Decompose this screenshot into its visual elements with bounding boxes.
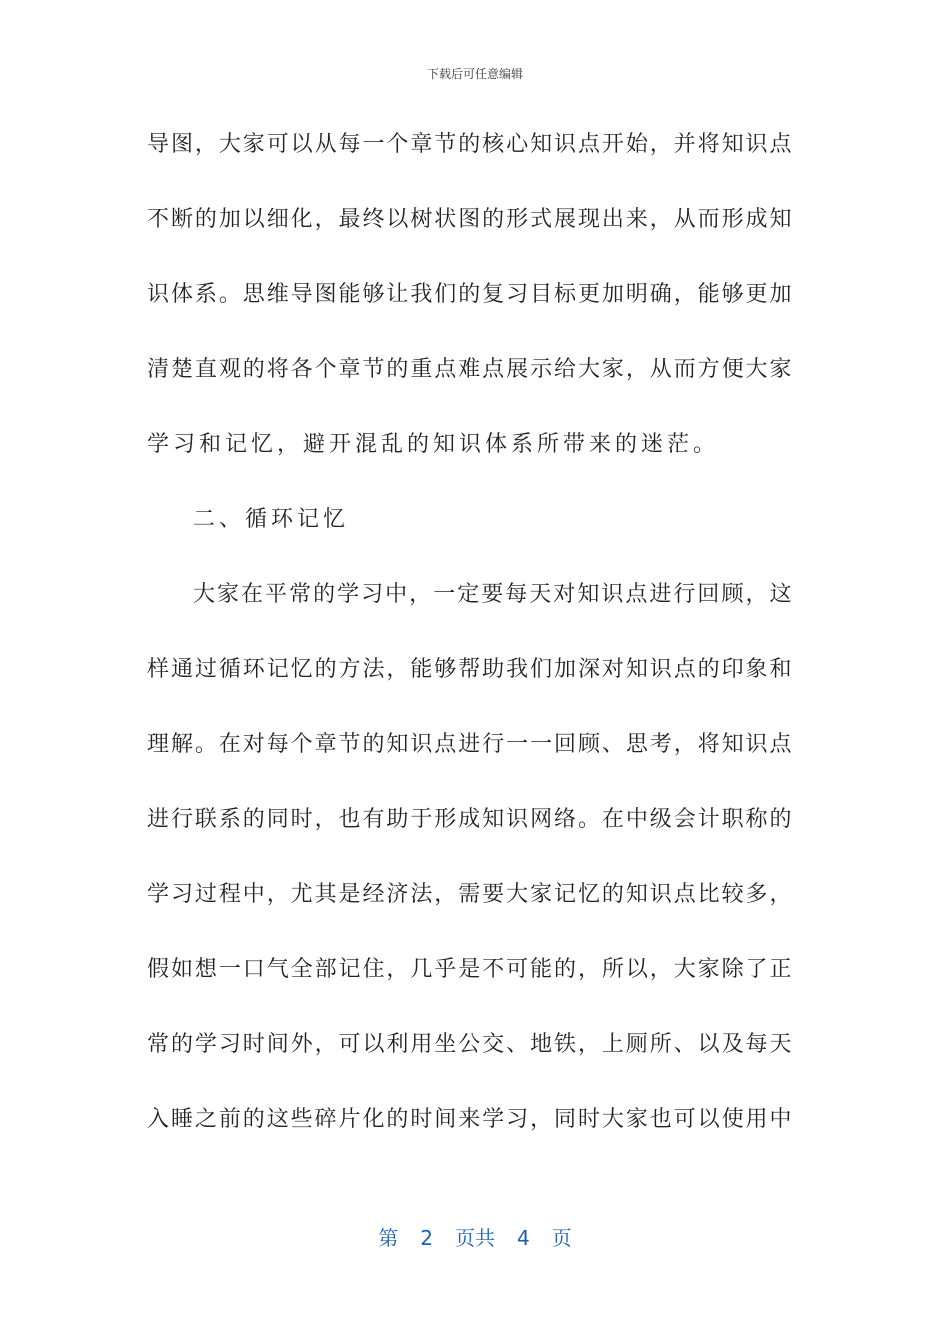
text-line: 识体系。思维导图能够让我们的复习目标更加明确，能够更加 xyxy=(147,282,792,307)
text-line: 常的学习时间外，可以利用坐公交、地铁，上厕所、以及每天 xyxy=(147,1032,792,1057)
text-line: 不断的加以细化，最终以树状图的形式展现出来，从而形成知 xyxy=(147,207,792,232)
text-line: 学习过程中，尤其是经济法，需要大家记忆的知识点比较多， xyxy=(147,882,792,907)
footer-middle: 页共 xyxy=(455,1226,495,1250)
section-heading: 二、循环记忆 xyxy=(193,507,350,532)
text-line: 进行联系的同时，也有助于形成知识网络。在中级会计职称的 xyxy=(147,807,792,832)
footer-prefix: 第 xyxy=(378,1226,399,1250)
text-line: 样通过循环记忆的方法，能够帮助我们加深对知识点的印象和 xyxy=(147,657,792,682)
text-line: 学习和记忆，避开混乱的知识体系所带来的迷茫。 xyxy=(147,432,720,457)
text-line: 清楚直观的将各个章节的重点难点展示给大家，从而方便大家 xyxy=(147,357,792,382)
text-line: 假如想一口气全部记住，几乎是不可能的，所以，大家除了正 xyxy=(147,957,792,982)
text-line: 入睡之前的这些碎片化的时间来学习，同时大家也可以使用中 xyxy=(147,1107,792,1132)
page-footer xyxy=(0,1224,950,1252)
text-line: 大家在平常的学习中，一定要每天对知识点进行回顾，这 xyxy=(193,582,792,607)
text-line: 导图，大家可以从每一个章节的核心知识点开始，并将知识点 xyxy=(147,132,792,157)
text-line: 理解。在对每个章节的知识点进行一一回顾、思考，将知识点 xyxy=(147,732,792,757)
footer-page-number: 2 xyxy=(420,1226,433,1250)
footer-suffix: 页 xyxy=(551,1226,572,1250)
footer-total-pages: 4 xyxy=(517,1226,530,1250)
page-header: 下载后可任意编辑 xyxy=(426,67,523,81)
